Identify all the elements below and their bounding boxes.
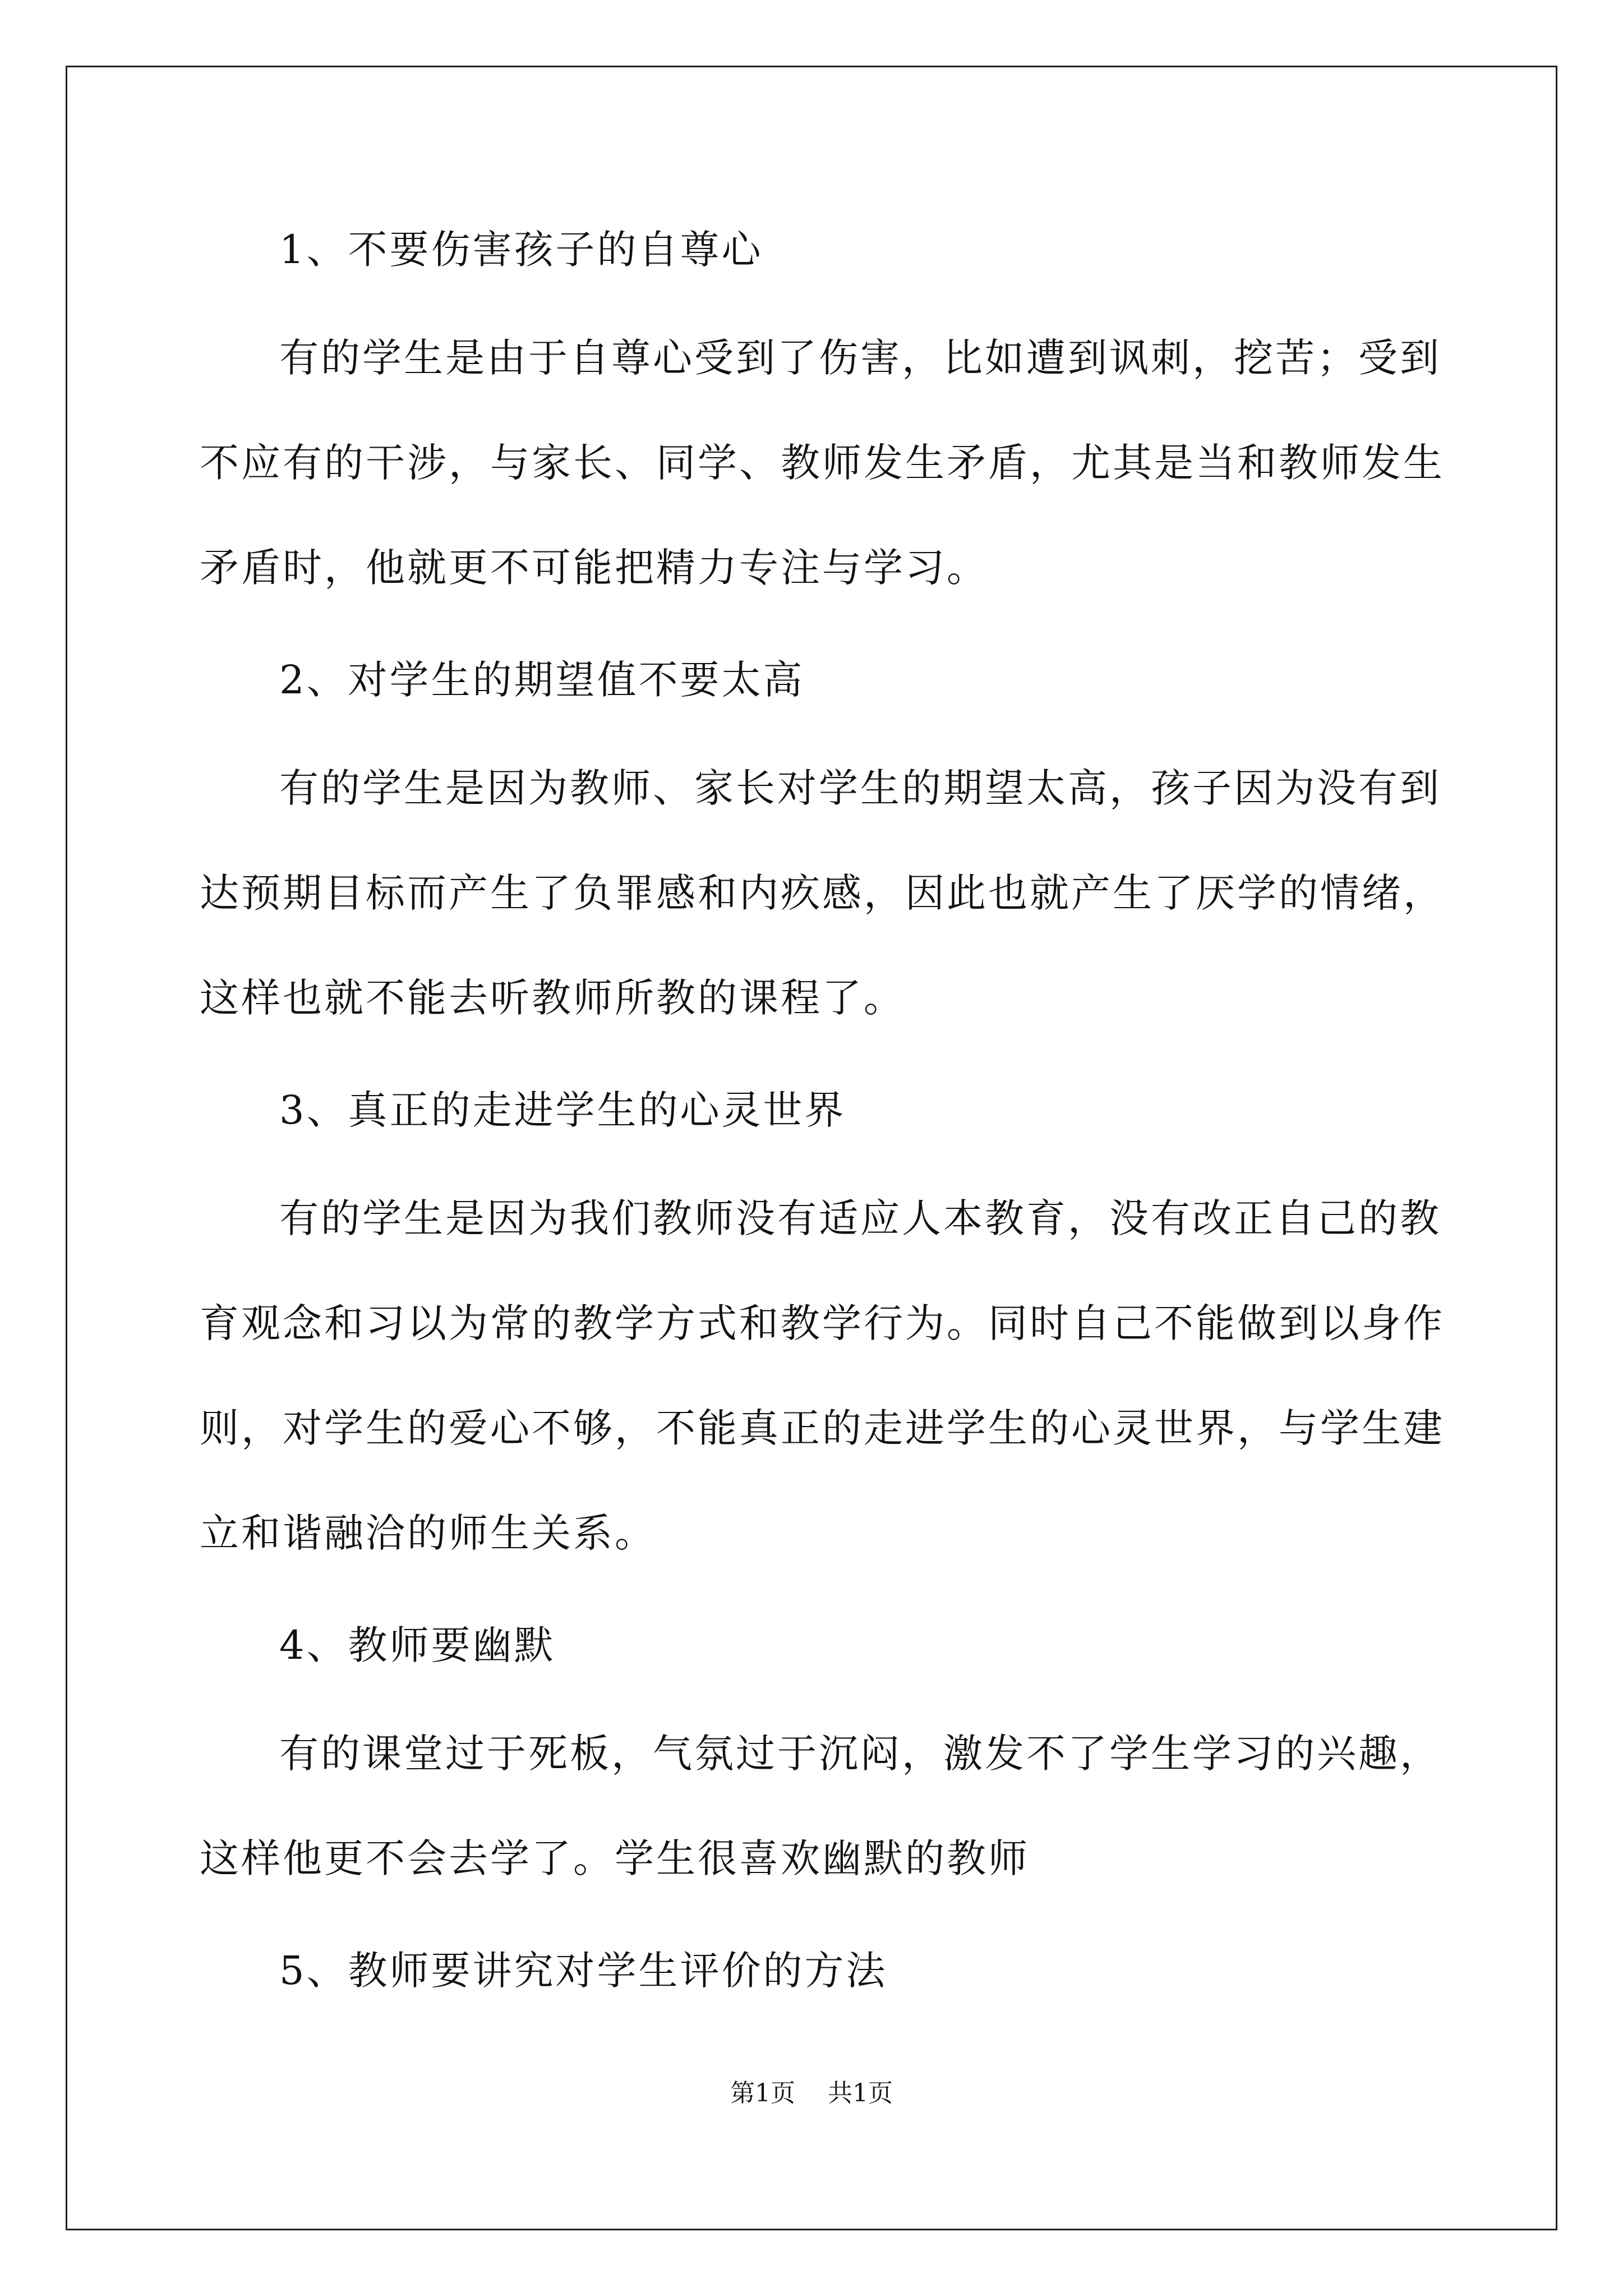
paragraph-line: 这样他更不会去学了。学生很喜欢幽默的教师 [200, 1835, 1030, 1881]
section-heading-2: 2、对学生的期望值不要太高 [279, 657, 805, 703]
page-number-total: 共1页 [828, 2079, 893, 2108]
page-footer [0, 2073, 1623, 2109]
paragraph-line: 不应有的干涉，与家长、同学、教师发生矛盾，尤其是当和教师发生 [200, 440, 1445, 486]
paragraph-line: 则，对学生的爱心不够，不能真正的走进学生的心灵世界，与学生建 [200, 1405, 1445, 1451]
paragraph-line: 育观念和习以为常的教学方式和教学行为。同时自己不能做到以身作 [200, 1300, 1445, 1346]
paragraph-line: 有的学生是因为我们教师没有适应人本教育，没有改正自己的教 [279, 1195, 1441, 1241]
page-frame [66, 66, 1557, 2230]
section-heading-1: 1、不要伤害孩子的自尊心 [279, 227, 763, 273]
paragraph-line: 这样也就不能去听教师所教的课程了。 [200, 975, 905, 1021]
paragraph-line: 有的学生是因为教师、家长对学生的期望太高，孩子因为没有到 [279, 765, 1441, 811]
paragraph-line: 有的课堂过于死板，气氛过于沉闷，激发不了学生学习的兴趣， [279, 1731, 1441, 1777]
paragraph-line: 有的学生是由于自尊心受到了伤害，比如遭到讽刺，挖苦；受到 [279, 335, 1441, 381]
paragraph-line: 矛盾时，他就更不可能把精力专注与学习。 [200, 545, 988, 591]
paragraph-line: 立和谐融洽的师生关系。 [200, 1510, 656, 1556]
section-heading-3: 3、真正的走进学生的心灵世界 [279, 1087, 846, 1133]
page-number-current: 第1页 [730, 2079, 795, 2108]
section-heading-4: 4、教师要幽默 [279, 1622, 556, 1668]
paragraph-line: 达预期目标而产生了负罪感和内疚感，因此也就产生了厌学的情绪， [200, 870, 1445, 916]
section-heading-5: 5、教师要讲究对学生评价的方法 [279, 1948, 888, 1994]
